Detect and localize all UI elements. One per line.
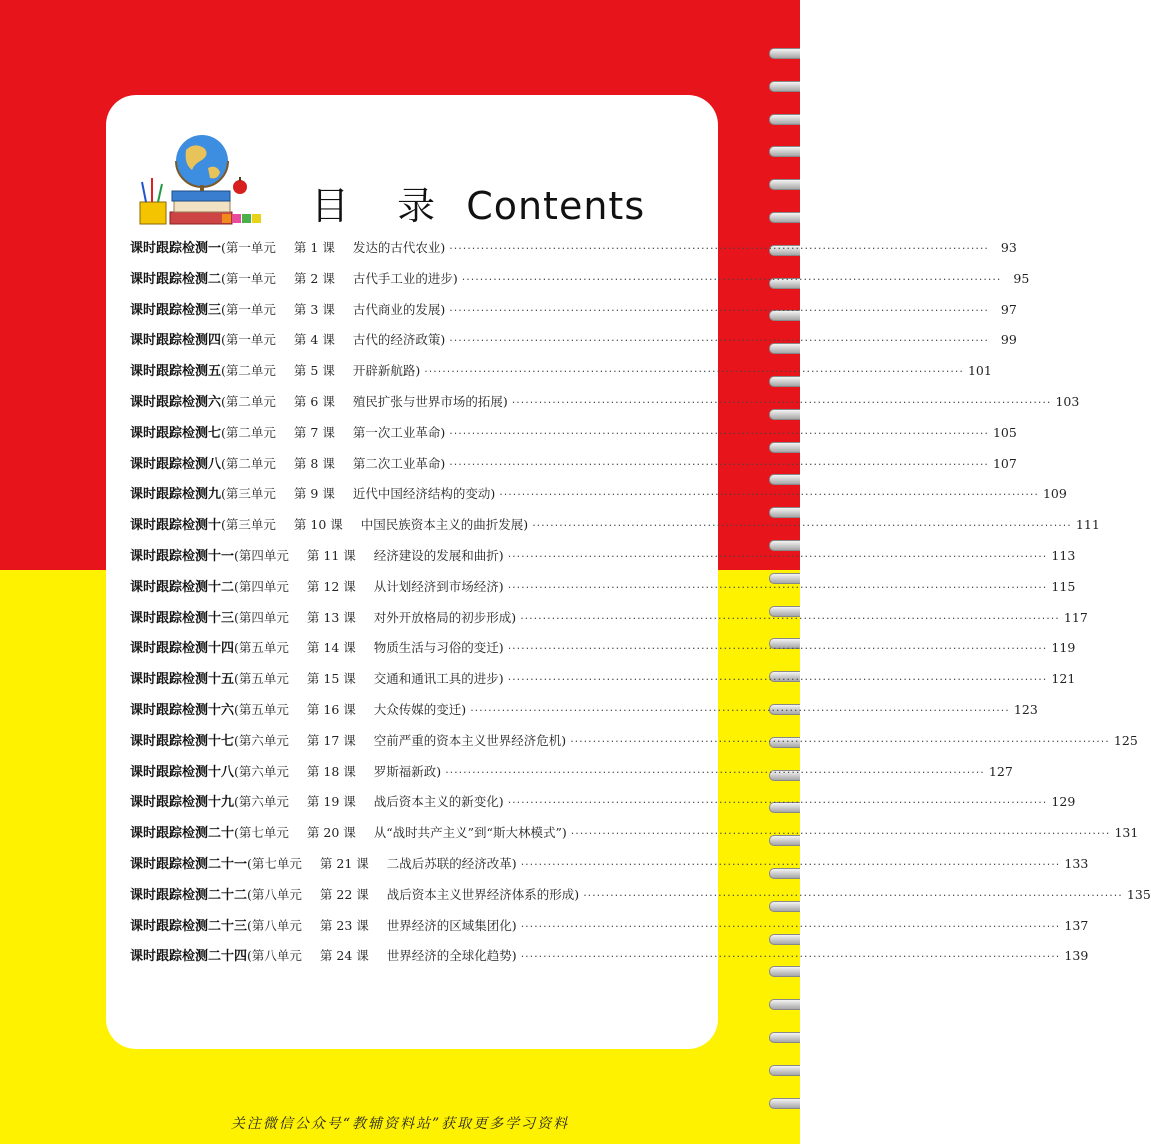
- toc-entry-unit: 第二单元: [225, 424, 276, 440]
- spiral-ring: [769, 1065, 800, 1076]
- toc-entry-lesson: 第 2 课: [293, 270, 335, 286]
- spiral-ring: [769, 474, 800, 485]
- toc-entry-topic: 古代的经济政策: [352, 332, 441, 348]
- toc-entry-lesson: 第 15 课: [306, 671, 356, 687]
- toc-entry-topic: 开辟新航路: [352, 363, 416, 379]
- toc-entry[interactable]: [130, 360, 992, 391]
- toc-leader-dots: ························································································································: [461, 272, 1002, 286]
- toc-leader-dots: ························································································································: [532, 519, 1072, 533]
- toc-paren-close: ): [498, 794, 504, 810]
- toc-entry[interactable]: [130, 730, 1138, 761]
- toc-entry-label: 课时跟踪检测四: [130, 333, 222, 349]
- spiral-ring: [769, 212, 800, 223]
- contents-card: [106, 95, 1151, 1049]
- toc-entry-lesson: 第 17 课: [306, 732, 356, 748]
- toc-entry-label: 课时跟踪检测二十四: [130, 949, 248, 965]
- toc-entry-label: 课时跟踪检测七: [130, 425, 222, 441]
- title-chinese: 目 录: [311, 184, 454, 228]
- toc-entry-page: 133: [1064, 855, 1089, 871]
- toc-entry-label: 课时跟踪检测二十一: [130, 856, 248, 872]
- toc-entry-topic: 殖民扩张与世界市场的拓展: [352, 393, 503, 409]
- toc-paren-close: ): [498, 671, 504, 687]
- toc-entry[interactable]: [130, 607, 1088, 638]
- toc-entry-topic: 从计划经济到市场经济: [373, 578, 499, 594]
- toc-entry-topic: 从“战时共产主义”到“斯大林模式”: [373, 825, 562, 841]
- toc-entry-page: 137: [1064, 917, 1089, 933]
- toc-entry-label: 课时跟踪检测十五: [130, 672, 235, 688]
- title-english: Contents: [466, 184, 646, 228]
- toc-entry-unit: 第五单元: [238, 640, 289, 656]
- toc-entry-topic: 二战后苏联的经济改革: [386, 855, 512, 871]
- toc-paren-open: (: [221, 332, 226, 348]
- toc-entry[interactable]: [130, 637, 1076, 668]
- toc-entry-page: 107: [992, 455, 1017, 471]
- toc-entry-unit: 第一单元: [225, 332, 276, 348]
- toc-paren-open: (: [234, 671, 239, 687]
- toc-entry-unit: 第三单元: [225, 517, 276, 533]
- toc-entry-label: 课时跟踪检测十八: [130, 764, 235, 780]
- toc-entry-page: 101: [967, 363, 992, 379]
- spiral-ring: [769, 999, 800, 1010]
- toc-leader-dots: ························································································································: [570, 734, 1110, 748]
- toc-paren-close: ): [511, 917, 517, 933]
- toc-paren-open: (: [247, 886, 252, 902]
- toc-paren-open: (: [221, 270, 226, 286]
- toc-entry-lesson: 第 11 课: [306, 547, 356, 563]
- toc-entry-lesson: 第 24 课: [319, 948, 369, 964]
- toc-paren-close: ): [498, 578, 504, 594]
- toc-entry[interactable]: [130, 699, 1038, 730]
- toc-entry[interactable]: [130, 329, 1017, 360]
- toc-entry-topic: 经济建设的发展和曲折: [373, 547, 499, 563]
- toc-entry-topic: 罗斯福新政: [373, 763, 437, 779]
- toc-entry-topic: 近代中国经济结构的变动: [352, 486, 491, 502]
- toc-entry-lesson: 第 10 课: [293, 517, 343, 533]
- toc-leader-dots: ························································································································: [520, 950, 1061, 964]
- toc-paren-open: (: [221, 393, 226, 409]
- toc-entry-label: 课时跟踪检测十一: [130, 548, 235, 564]
- toc-paren-close: ): [461, 701, 467, 717]
- toc-entry-topic: 发达的古代农业: [352, 240, 441, 255]
- toc-paren-open: (: [234, 732, 239, 748]
- toc-paren-close: ): [440, 301, 446, 317]
- toc-entry-unit: 第八单元: [251, 948, 302, 964]
- toc-entry[interactable]: [130, 483, 1067, 514]
- toc-leader-dots: ························································································································: [583, 888, 1123, 902]
- spiral-ring: [769, 48, 800, 59]
- toc-leader-dots: ························································································································: [507, 580, 1048, 594]
- toc-paren-open: (: [247, 917, 252, 933]
- toc-entry-lesson: 第 16 课: [306, 701, 356, 717]
- toc-entry-label: 课时跟踪检测二十: [130, 826, 235, 842]
- toc-leader-dots: ························································································································: [470, 703, 1010, 717]
- toc-paren-close: ): [511, 948, 517, 964]
- toc-entry-page: 119: [1051, 640, 1076, 656]
- toc-paren-close: ): [561, 825, 567, 841]
- spiral-ring: [769, 146, 800, 157]
- toc-paren-open: (: [221, 517, 226, 533]
- toc-entry-topic: 交通和通讯工具的进步: [373, 671, 499, 687]
- toc-entry-page: 103: [1055, 393, 1080, 409]
- toc-paren-close: ): [452, 270, 458, 286]
- toc-entry-page: 105: [992, 424, 1017, 440]
- toc-entry-unit: 第六单元: [238, 732, 289, 748]
- toc-entry-page: 111: [1075, 517, 1100, 533]
- toc-paren-close: ): [561, 732, 567, 748]
- toc-entry-page: 139: [1064, 948, 1089, 964]
- toc-entry-unit: 第三单元: [225, 486, 276, 502]
- toc-paren-open: (: [234, 825, 239, 841]
- toc-entry[interactable]: [130, 237, 1017, 268]
- toc-entry-unit: 第六单元: [238, 763, 289, 779]
- toc-entry-unit: 第六单元: [238, 794, 289, 810]
- toc-entry-lesson: 第 12 课: [306, 578, 356, 594]
- toc-entry-lesson: 第 6 课: [293, 393, 335, 409]
- toc-entry[interactable]: [130, 853, 1089, 884]
- toc-entry-page: 95: [1013, 270, 1030, 286]
- toc-entry-lesson: 第 9 课: [293, 486, 335, 502]
- toc-entry-label: 课时跟踪检测五: [130, 364, 222, 380]
- toc-entry[interactable]: [130, 822, 1139, 853]
- spiral-ring: [769, 1098, 800, 1109]
- page-title: [311, 175, 645, 230]
- toc-entry-page: 109: [1042, 486, 1067, 502]
- toc-entry-topic: 第二次工业革命: [352, 455, 441, 471]
- spiral-ring: [769, 442, 800, 453]
- toc-entry[interactable]: [130, 945, 1089, 976]
- toc-leader-dots: ························································································································: [449, 334, 989, 348]
- toc-paren-close: ): [498, 547, 504, 563]
- toc-entry-lesson: 第 13 课: [306, 609, 356, 625]
- toc-leader-dots: ························································································································: [449, 303, 989, 317]
- toc-entry-unit: 第五单元: [238, 701, 289, 717]
- toc-leader-dots: ························································································································: [499, 488, 1039, 502]
- toc-entry-topic: 大众传媒的变迁: [373, 701, 462, 717]
- toc-entry-lesson: 第 21 课: [319, 855, 369, 871]
- toc-paren-open: (: [247, 948, 252, 964]
- toc-entry-lesson: 第 5 课: [293, 363, 335, 379]
- toc-entry-page: 93: [1000, 240, 1017, 255]
- toc-paren-close: ): [498, 640, 504, 656]
- toc-entry-label: 课时跟踪检测十三: [130, 610, 235, 626]
- toc-leader-dots: ························································································································: [570, 827, 1111, 841]
- toc-entry[interactable]: [130, 391, 1080, 422]
- toc-entry-page: 125: [1113, 732, 1138, 748]
- toc-entry-page: 113: [1051, 547, 1076, 563]
- toc-entry-label: 课时跟踪检测十六: [130, 702, 235, 718]
- spiral-ring: [769, 507, 800, 518]
- toc-entry-topic: 战后资本主义世界经济体系的形成: [386, 886, 575, 902]
- spiral-binding: [760, 40, 800, 1100]
- toc-entry-unit: 第二单元: [225, 455, 276, 471]
- toc-paren-close: ): [440, 240, 446, 255]
- toc-entry[interactable]: [130, 576, 1076, 607]
- toc-paren-close: ): [511, 609, 517, 625]
- toc-paren-open: (: [234, 609, 239, 625]
- toc-leader-dots: ························································································································: [445, 765, 985, 779]
- toc-paren-open: (: [234, 547, 239, 563]
- toc-leader-dots: ························································································································: [520, 611, 1060, 625]
- toc-entry-label: 课时跟踪检测九: [130, 487, 222, 503]
- toc-leader-dots: ························································································································: [449, 242, 989, 255]
- toc-paren-open: (: [234, 578, 239, 594]
- toc-paren-close: ): [440, 455, 446, 471]
- toc-entry-unit: 第二单元: [225, 363, 276, 379]
- table-of-contents: [130, 237, 1151, 976]
- toc-paren-close: ): [415, 363, 421, 379]
- toc-entry-unit: 第四单元: [238, 609, 289, 625]
- toc-entry-topic: 战后资本主义的新变化: [373, 794, 499, 810]
- toc-paren-open: (: [221, 240, 226, 255]
- toc-paren-open: (: [234, 701, 239, 717]
- toc-paren-open: (: [221, 486, 226, 502]
- footer-note: 关注微信公众号“教辅资料站”获取更多学习资料: [230, 1116, 570, 1132]
- toc-leader-dots: ························································································································: [449, 457, 989, 471]
- toc-paren-open: (: [221, 363, 226, 379]
- toc-entry[interactable]: [130, 422, 1017, 453]
- toc-paren-close: ): [523, 517, 529, 533]
- toc-entry-label: 课时跟踪检测十七: [130, 733, 235, 749]
- spiral-ring: [769, 179, 800, 190]
- toc-entry-page: 115: [1051, 578, 1076, 594]
- toc-entry[interactable]: [130, 299, 1017, 330]
- toc-entry-label: 课时跟踪检测二十三: [130, 918, 248, 934]
- toc-entry-unit: 第四单元: [238, 547, 289, 563]
- toc-entry[interactable]: [130, 668, 1076, 699]
- toc-leader-dots: ························································································································: [424, 365, 964, 379]
- toc-entry-topic: 古代手工业的进步: [352, 270, 453, 286]
- spiral-ring: [769, 81, 800, 92]
- toc-paren-open: (: [247, 855, 252, 871]
- toc-entry-page: 129: [1051, 794, 1076, 810]
- toc-entry-page: 117: [1063, 609, 1088, 625]
- toc-entry-page: 135: [1126, 886, 1151, 902]
- toc-entry-topic: 物质生活与习俗的变迁: [373, 640, 499, 656]
- toc-entry-page: 123: [1013, 701, 1038, 717]
- toc-entry[interactable]: [130, 545, 1076, 576]
- toc-entry[interactable]: [130, 268, 1030, 299]
- toc-entry-unit: 第七单元: [238, 825, 289, 841]
- toc-entry[interactable]: [130, 915, 1089, 946]
- toc-entry-unit: 第五单元: [238, 671, 289, 687]
- toc-entry-lesson: 第 3 课: [293, 301, 335, 317]
- toc-entry-lesson: 第 19 课: [306, 794, 356, 810]
- toc-entry-label: 课时跟踪检测二十二: [130, 887, 248, 903]
- toc-entry-page: 99: [1000, 332, 1017, 348]
- toc-entry-page: 127: [988, 763, 1013, 779]
- toc-entry-page: 97: [1000, 301, 1017, 317]
- toc-entry-lesson: 第 18 课: [306, 763, 356, 779]
- spiral-ring: [769, 901, 800, 912]
- spiral-ring: [769, 966, 800, 977]
- toc-entry-label: 课时跟踪检测十二: [130, 579, 235, 595]
- toc-paren-close: ): [436, 763, 442, 779]
- toc-leader-dots: ························································································································: [449, 426, 989, 440]
- toc-paren-open: (: [221, 455, 226, 471]
- globe-books-apple-icon: [136, 128, 266, 228]
- toc-paren-open: (: [221, 301, 226, 317]
- toc-entry-lesson: 第 22 课: [319, 886, 369, 902]
- toc-leader-dots: ························································································································: [507, 642, 1048, 656]
- toc-entry-unit: 第七单元: [251, 855, 302, 871]
- toc-leader-dots: ························································································································: [520, 919, 1061, 933]
- toc-leader-dots: ························································································································: [520, 857, 1061, 871]
- toc-entry[interactable]: [130, 791, 1076, 822]
- toc-entry-label: 课时跟踪检测六: [130, 394, 222, 410]
- toc-entry[interactable]: [130, 761, 1013, 792]
- toc-entry-label: 课时跟踪检测一: [130, 241, 222, 256]
- toc-paren-open: (: [221, 424, 226, 440]
- toc-entry-lesson: 第 20 课: [306, 825, 356, 841]
- toc-paren-close: ): [574, 886, 580, 902]
- toc-paren-close: ): [490, 486, 496, 502]
- toc-paren-open: (: [234, 763, 239, 779]
- toc-entry-lesson: 第 4 课: [293, 332, 335, 348]
- toc-entry-lesson: 第 23 课: [319, 917, 369, 933]
- toc-entry-unit: 第四单元: [238, 578, 289, 594]
- toc-entry[interactable]: [130, 884, 1151, 915]
- toc-entry-page: 131: [1114, 825, 1139, 841]
- toc-entry-unit: 第八单元: [251, 886, 302, 902]
- toc-entry-label: 课时跟踪检测三: [130, 302, 222, 318]
- toc-entry-topic: 古代商业的发展: [352, 301, 441, 317]
- toc-entry-lesson: 第 14 课: [306, 640, 356, 656]
- toc-entry-label: 课时跟踪检测十九: [130, 795, 235, 811]
- toc-paren-close: ): [440, 332, 446, 348]
- toc-entry-lesson: 第 8 课: [293, 455, 335, 471]
- toc-paren-close: ): [511, 855, 517, 871]
- toc-entry-topic: 世界经济的区域集团化: [386, 917, 512, 933]
- toc-entry-label: 课时跟踪检测八: [130, 456, 222, 472]
- toc-entry-lesson: 第 7 课: [293, 424, 335, 440]
- toc-entry-topic: 对外开放格局的初步形成: [373, 609, 512, 625]
- spiral-ring: [769, 409, 800, 420]
- toc-entry[interactable]: [130, 453, 1017, 484]
- spiral-ring: [769, 1032, 800, 1043]
- toc-entry-unit: 第八单元: [251, 917, 302, 933]
- toc-leader-dots: ························································································································: [507, 549, 1048, 563]
- toc-entry-page: 121: [1051, 671, 1076, 687]
- spiral-ring: [769, 114, 800, 125]
- toc-paren-close: ): [440, 424, 446, 440]
- toc-entry[interactable]: [130, 514, 1100, 545]
- toc-entry-topic: 空前严重的资本主义世界经济危机: [373, 732, 562, 748]
- toc-paren-close: ): [502, 393, 508, 409]
- toc-leader-dots: ························································································································: [511, 395, 1052, 409]
- spiral-ring: [769, 934, 800, 945]
- toc-entry-label: 课时跟踪检测二: [130, 271, 222, 287]
- toc-entry-topic: 世界经济的全球化趋势: [386, 948, 512, 964]
- toc-entry-label: 课时跟踪检测十四: [130, 641, 235, 657]
- toc-leader-dots: ························································································································: [507, 796, 1048, 810]
- toc-entry-topic: 中国民族资本主义的曲折发展: [360, 517, 524, 533]
- toc-paren-open: (: [234, 640, 239, 656]
- toc-entry-unit: 第一单元: [225, 240, 276, 255]
- toc-leader-dots: ························································································································: [507, 673, 1048, 687]
- toc-entry-lesson: 第 1 课: [293, 240, 335, 255]
- toc-entry-unit: 第一单元: [225, 301, 276, 317]
- toc-entry-unit: 第二单元: [225, 393, 276, 409]
- toc-entry-label: 课时跟踪检测十: [130, 518, 222, 534]
- toc-entry-topic: 第一次工业革命: [352, 424, 441, 440]
- toc-paren-open: (: [234, 794, 239, 810]
- toc-entry-unit: 第一单元: [225, 270, 276, 286]
